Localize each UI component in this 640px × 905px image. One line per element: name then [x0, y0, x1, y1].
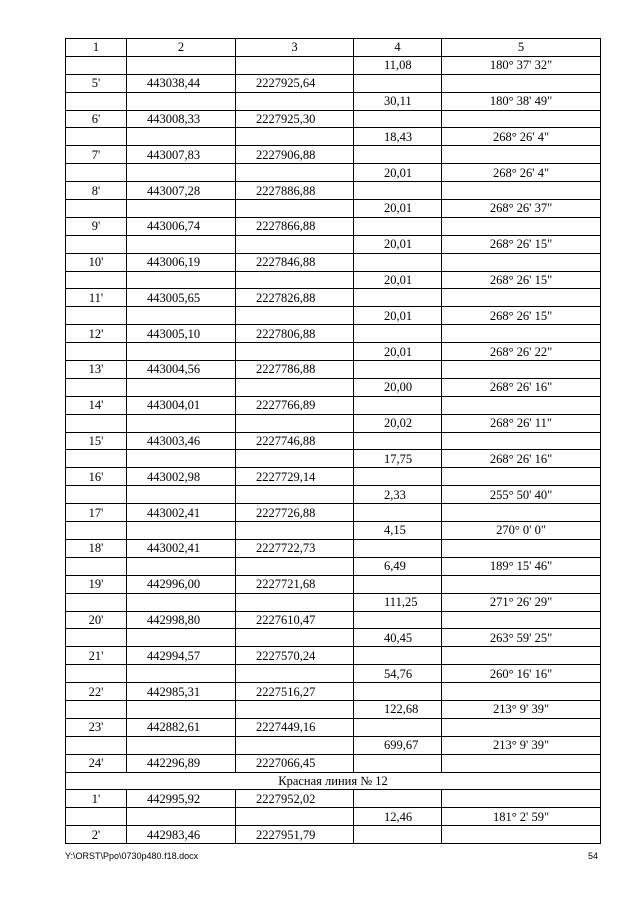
segment-row [66, 307, 601, 325]
empty-cell [66, 271, 127, 289]
direction-angle: 271° 26' 29" [442, 593, 601, 611]
coord-y: 2227570,24 [236, 647, 354, 665]
coord-x: 443007,83 [127, 146, 236, 164]
segment-row [66, 92, 601, 110]
empty-cell [354, 253, 442, 271]
header-cell: 4 [354, 39, 442, 57]
coord-y: 2227746,88 [236, 432, 354, 450]
empty-cell [442, 432, 601, 450]
point-row [66, 396, 601, 414]
direction-angle: 268° 26' 4" [442, 128, 601, 146]
empty-cell [442, 647, 601, 665]
coord-y: 2227610,47 [236, 611, 354, 629]
segment-row [66, 128, 601, 146]
empty-cell [127, 92, 236, 110]
segment-length: 20,01 [354, 200, 442, 218]
empty-cell [127, 128, 236, 146]
empty-cell [442, 396, 601, 414]
segment-row [66, 700, 601, 718]
empty-cell [66, 808, 127, 826]
point-row [66, 253, 601, 271]
coord-x: 443002,41 [127, 504, 236, 522]
segment-length: 40,45 [354, 629, 442, 647]
empty-cell [442, 146, 601, 164]
empty-cell [127, 414, 236, 432]
direction-angle: 268° 26' 15" [442, 307, 601, 325]
empty-cell [127, 450, 236, 468]
direction-angle: 268° 26' 4" [442, 164, 601, 182]
coord-y: 2227722,73 [236, 539, 354, 557]
empty-cell [127, 343, 236, 361]
segment-row [66, 665, 601, 683]
empty-cell [127, 665, 236, 683]
direction-angle: 270° 0' 0" [442, 522, 601, 540]
segment-length: 122,68 [354, 700, 442, 718]
point-id: 2' [66, 826, 127, 844]
point-row [66, 182, 601, 200]
coord-x: 443007,28 [127, 182, 236, 200]
point-row [66, 539, 601, 557]
empty-cell [127, 164, 236, 182]
point-id: 20' [66, 611, 127, 629]
coord-y: 2227721,68 [236, 575, 354, 593]
empty-cell [442, 539, 601, 557]
segment-length: 17,75 [354, 450, 442, 468]
empty-cell [127, 629, 236, 647]
empty-cell [66, 593, 127, 611]
segment-length: 4,15 [354, 522, 442, 540]
table-body [66, 39, 601, 844]
point-row [66, 432, 601, 450]
direction-angle: 268° 26' 16" [442, 378, 601, 396]
point-row [66, 826, 601, 844]
empty-cell [127, 736, 236, 754]
coord-x: 442985,31 [127, 683, 236, 701]
empty-cell [236, 414, 354, 432]
direction-angle: 260° 16' 16" [442, 665, 601, 683]
empty-cell [236, 557, 354, 575]
empty-cell [66, 486, 127, 504]
point-row [66, 361, 601, 379]
segment-length: 20,01 [354, 271, 442, 289]
empty-cell [442, 253, 601, 271]
empty-cell [354, 361, 442, 379]
segment-row [66, 164, 601, 182]
point-id: 14' [66, 396, 127, 414]
empty-cell [354, 432, 442, 450]
point-row [66, 468, 601, 486]
segment-row [66, 450, 601, 468]
segment-row [66, 200, 601, 218]
direction-angle: 180° 38' 49" [442, 92, 601, 110]
empty-cell [127, 593, 236, 611]
coord-y: 2227786,88 [236, 361, 354, 379]
empty-cell [66, 522, 127, 540]
coord-x: 442995,92 [127, 790, 236, 808]
empty-cell [236, 128, 354, 146]
empty-cell [236, 164, 354, 182]
coord-y: 2227906,88 [236, 146, 354, 164]
empty-cell [354, 504, 442, 522]
empty-cell [127, 557, 236, 575]
segment-row [66, 629, 601, 647]
header-cell: 1 [66, 39, 127, 57]
empty-cell [66, 200, 127, 218]
segment-length: 12,46 [354, 808, 442, 826]
coord-x: 443005,65 [127, 289, 236, 307]
empty-cell [236, 92, 354, 110]
empty-cell [66, 164, 127, 182]
segment-length: 20,02 [354, 414, 442, 432]
coord-y: 2227952,02 [236, 790, 354, 808]
empty-cell [236, 700, 354, 718]
empty-cell [127, 235, 236, 253]
empty-cell [66, 307, 127, 325]
point-row [66, 504, 601, 522]
empty-cell [354, 790, 442, 808]
direction-angle: 268° 26' 15" [442, 271, 601, 289]
empty-cell [442, 325, 601, 343]
empty-cell [442, 826, 601, 844]
empty-cell [354, 826, 442, 844]
empty-cell [66, 450, 127, 468]
point-id: 15' [66, 432, 127, 450]
segment-length: 20,01 [354, 235, 442, 253]
coord-x: 443003,46 [127, 432, 236, 450]
segment-row [66, 593, 601, 611]
point-id: 6' [66, 110, 127, 128]
direction-angle: 268° 26' 15" [442, 235, 601, 253]
empty-cell [236, 200, 354, 218]
segment-row [66, 343, 601, 361]
coord-x: 442998,80 [127, 611, 236, 629]
segment-length: 20,01 [354, 307, 442, 325]
empty-cell [442, 74, 601, 92]
coord-x: 443002,98 [127, 468, 236, 486]
point-id: 5' [66, 74, 127, 92]
empty-cell [442, 504, 601, 522]
segment-row [66, 557, 601, 575]
empty-cell [127, 307, 236, 325]
coord-y: 2227806,88 [236, 325, 354, 343]
segment-row [66, 56, 601, 74]
point-id: 7' [66, 146, 127, 164]
coord-x: 442296,89 [127, 754, 236, 772]
coord-y: 2227729,14 [236, 468, 354, 486]
section-row [66, 772, 601, 790]
segment-length: 111,25 [354, 593, 442, 611]
point-row [66, 647, 601, 665]
header-cell: 2 [127, 39, 236, 57]
empty-cell [66, 557, 127, 575]
segment-length: 699,67 [354, 736, 442, 754]
empty-cell [442, 468, 601, 486]
empty-cell [354, 683, 442, 701]
empty-cell [236, 307, 354, 325]
segment-row [66, 522, 601, 540]
empty-cell [354, 217, 442, 235]
point-id: 17' [66, 504, 127, 522]
empty-cell [66, 414, 127, 432]
coord-x: 442996,00 [127, 575, 236, 593]
header-cell: 5 [442, 39, 601, 57]
direction-angle: 213° 9' 39" [442, 700, 601, 718]
segment-row [66, 378, 601, 396]
empty-cell [127, 486, 236, 504]
empty-cell [354, 396, 442, 414]
segment-length: 11,08 [354, 56, 442, 74]
coord-y: 2227886,88 [236, 182, 354, 200]
point-row [66, 74, 601, 92]
segment-length: 18,43 [354, 128, 442, 146]
direction-angle: 181° 2' 59" [442, 808, 601, 826]
direction-angle: 268° 26' 37" [442, 200, 601, 218]
direction-angle: 180° 37' 32" [442, 56, 601, 74]
empty-cell [354, 110, 442, 128]
empty-cell [127, 271, 236, 289]
point-row [66, 611, 601, 629]
point-row [66, 790, 601, 808]
empty-cell [354, 325, 442, 343]
coord-x: 442994,57 [127, 647, 236, 665]
coord-y: 2227449,16 [236, 718, 354, 736]
segment-length: 2,33 [354, 486, 442, 504]
coord-y: 2227516,27 [236, 683, 354, 701]
empty-cell [354, 647, 442, 665]
empty-cell [442, 611, 601, 629]
coord-y: 2227726,88 [236, 504, 354, 522]
empty-cell [236, 378, 354, 396]
segment-row [66, 486, 601, 504]
empty-cell [66, 700, 127, 718]
point-row [66, 718, 601, 736]
empty-cell [442, 289, 601, 307]
point-id: 1' [66, 790, 127, 808]
coord-y: 2227866,88 [236, 217, 354, 235]
empty-cell [66, 665, 127, 683]
section-title: Красная линия № 12 [66, 772, 601, 790]
point-id: 9' [66, 217, 127, 235]
point-id: 8' [66, 182, 127, 200]
empty-cell [354, 611, 442, 629]
empty-cell [442, 182, 601, 200]
empty-cell [354, 718, 442, 736]
segment-row [66, 271, 601, 289]
empty-cell [354, 468, 442, 486]
segment-length: 30,11 [354, 92, 442, 110]
empty-cell [66, 736, 127, 754]
empty-cell [127, 378, 236, 396]
coord-y: 2227766,89 [236, 396, 354, 414]
point-id: 18' [66, 539, 127, 557]
empty-cell [236, 629, 354, 647]
empty-cell [236, 235, 354, 253]
empty-cell [442, 718, 601, 736]
empty-cell [236, 665, 354, 683]
coord-x: 443006,74 [127, 217, 236, 235]
segment-length: 20,01 [354, 343, 442, 361]
coord-x: 442983,46 [127, 826, 236, 844]
page-number: 54 [587, 851, 598, 861]
point-id: 12' [66, 325, 127, 343]
direction-angle: 268° 26' 11" [442, 414, 601, 432]
segment-row [66, 235, 601, 253]
direction-angle: 213° 9' 39" [442, 736, 601, 754]
coord-x: 443004,56 [127, 361, 236, 379]
empty-cell [442, 575, 601, 593]
empty-cell [236, 593, 354, 611]
segment-row [66, 808, 601, 826]
point-row [66, 325, 601, 343]
empty-cell [442, 361, 601, 379]
coord-y: 2227925,64 [236, 74, 354, 92]
coord-y: 2227925,30 [236, 110, 354, 128]
empty-cell [354, 182, 442, 200]
point-row [66, 289, 601, 307]
coord-x: 442882,61 [127, 718, 236, 736]
point-id: 13' [66, 361, 127, 379]
file-path: Y:\ORST\Ppo\0730p480.f18.docx [65, 851, 199, 861]
point-row [66, 146, 601, 164]
empty-cell [354, 146, 442, 164]
direction-angle: 268° 26' 16" [442, 450, 601, 468]
point-id: 23' [66, 718, 127, 736]
coordinates-table [65, 38, 601, 844]
coord-x: 443005,10 [127, 325, 236, 343]
point-id: 19' [66, 575, 127, 593]
header-row [66, 39, 601, 57]
point-id: 21' [66, 647, 127, 665]
coord-x: 443006,19 [127, 253, 236, 271]
empty-cell [66, 343, 127, 361]
direction-angle: 189° 15' 46" [442, 557, 601, 575]
segment-row [66, 736, 601, 754]
empty-cell [236, 486, 354, 504]
empty-cell [236, 343, 354, 361]
coord-y: 2227066,45 [236, 754, 354, 772]
coord-x: 443008,33 [127, 110, 236, 128]
empty-cell [236, 450, 354, 468]
empty-cell [354, 74, 442, 92]
empty-cell [127, 522, 236, 540]
point-row [66, 683, 601, 701]
point-id: 11' [66, 289, 127, 307]
point-id: 22' [66, 683, 127, 701]
coord-y: 2227951,79 [236, 826, 354, 844]
empty-cell [127, 56, 236, 74]
empty-cell [127, 808, 236, 826]
empty-cell [66, 235, 127, 253]
page-footer [65, 851, 600, 865]
segment-length: 20,01 [354, 164, 442, 182]
direction-angle: 263° 59' 25" [442, 629, 601, 647]
empty-cell [442, 217, 601, 235]
direction-angle: 268° 26' 22" [442, 343, 601, 361]
empty-cell [66, 629, 127, 647]
coord-y: 2227826,88 [236, 289, 354, 307]
segment-length: 6,49 [354, 557, 442, 575]
coord-y: 2227846,88 [236, 253, 354, 271]
empty-cell [236, 271, 354, 289]
point-row [66, 575, 601, 593]
empty-cell [236, 808, 354, 826]
coord-x: 443002,41 [127, 539, 236, 557]
empty-cell [442, 754, 601, 772]
empty-cell [442, 110, 601, 128]
segment-length: 20,00 [354, 378, 442, 396]
empty-cell [236, 522, 354, 540]
empty-cell [66, 92, 127, 110]
empty-cell [354, 754, 442, 772]
empty-cell [127, 200, 236, 218]
point-id: 24' [66, 754, 127, 772]
point-row [66, 217, 601, 235]
point-row [66, 754, 601, 772]
empty-cell [354, 575, 442, 593]
empty-cell [66, 56, 127, 74]
coord-x: 443004,01 [127, 396, 236, 414]
header-cell: 3 [236, 39, 354, 57]
empty-cell [354, 539, 442, 557]
segment-row [66, 414, 601, 432]
point-id: 16' [66, 468, 127, 486]
coord-x: 443038,44 [127, 74, 236, 92]
empty-cell [66, 378, 127, 396]
empty-cell [236, 736, 354, 754]
empty-cell [354, 289, 442, 307]
empty-cell [236, 56, 354, 74]
empty-cell [66, 128, 127, 146]
direction-angle: 255° 50' 40" [442, 486, 601, 504]
point-id: 10' [66, 253, 127, 271]
empty-cell [127, 700, 236, 718]
segment-length: 54,76 [354, 665, 442, 683]
empty-cell [442, 683, 601, 701]
empty-cell [442, 790, 601, 808]
point-row [66, 110, 601, 128]
